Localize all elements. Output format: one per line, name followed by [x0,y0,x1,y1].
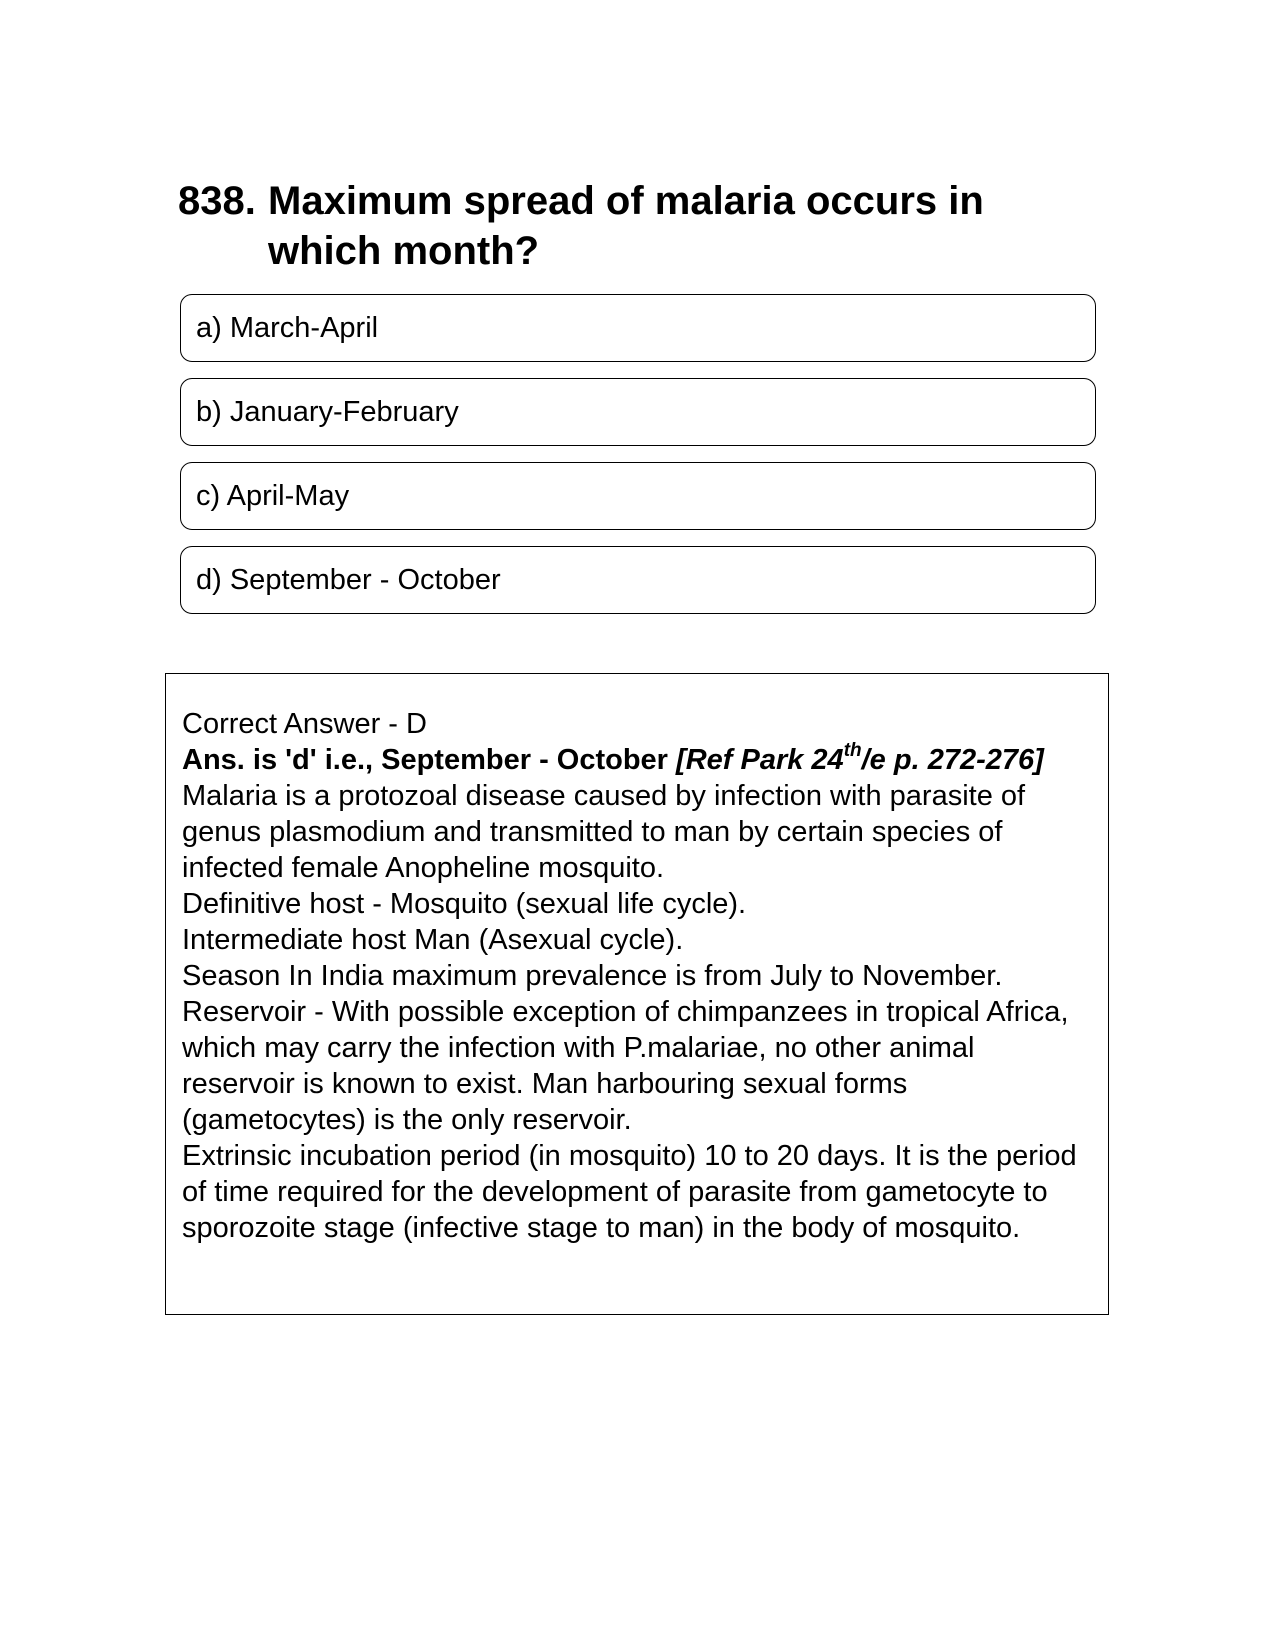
option-c[interactable]: c) April-May [180,462,1096,530]
reference-prefix: [Ref Park 24 [676,744,844,776]
answer-summary: Ans. is 'd' i.e., September - October [182,744,668,776]
question-text: Maximum spread of malaria occurs in which month? [268,179,984,273]
explanation-paragraph-intermediate-host: Intermediate host Man (Asexual cycle). [182,924,684,956]
answer-summary-line [182,742,1092,778]
explanation-paragraph-definitive-host: Definitive host - Mosquito (sexual life cycle). [182,888,747,920]
explanation-paragraph-incubation: Extrinsic incubation period (in mosquito) 10 to 20 days. It is the period of time required for the development of parasite from gametocyte to sporozoite stage (infective stage to man) in the body of mosquito. [182,1140,1077,1244]
correct-answer-line: Correct Answer - D [182,708,427,740]
explanation-paragraph-definition: Malaria is a protozoal disease caused by infection with parasite of genus plasmodium and transmitted to man by certain species of infected female Anopheline mosquito. [182,780,1026,884]
answer-reference [676,740,1044,776]
options-list [180,294,1096,630]
explanation-paragraph-season: Season In India maximum prevalence is from July to November. [182,960,1003,992]
option-d[interactable]: d) September - October [180,546,1096,614]
option-a[interactable]: a) March-April [180,294,1096,362]
question-number: 838. [178,179,256,223]
answer-explanation-box [165,673,1109,1315]
reference-suffix: /e p. 272-276] [861,744,1044,776]
question-heading [178,176,1098,276]
reference-superscript: th [843,740,862,761]
explanation-paragraph-reservoir: Reservoir - With possible exception of chimpanzees in tropical Africa, which may carry the infection with P.malariae, no other animal reservoir is known to exist. Man harbouring sexual forms (gametocytes) is the only reservoir. [182,996,1069,1136]
option-b[interactable]: b) January-February [180,378,1096,446]
